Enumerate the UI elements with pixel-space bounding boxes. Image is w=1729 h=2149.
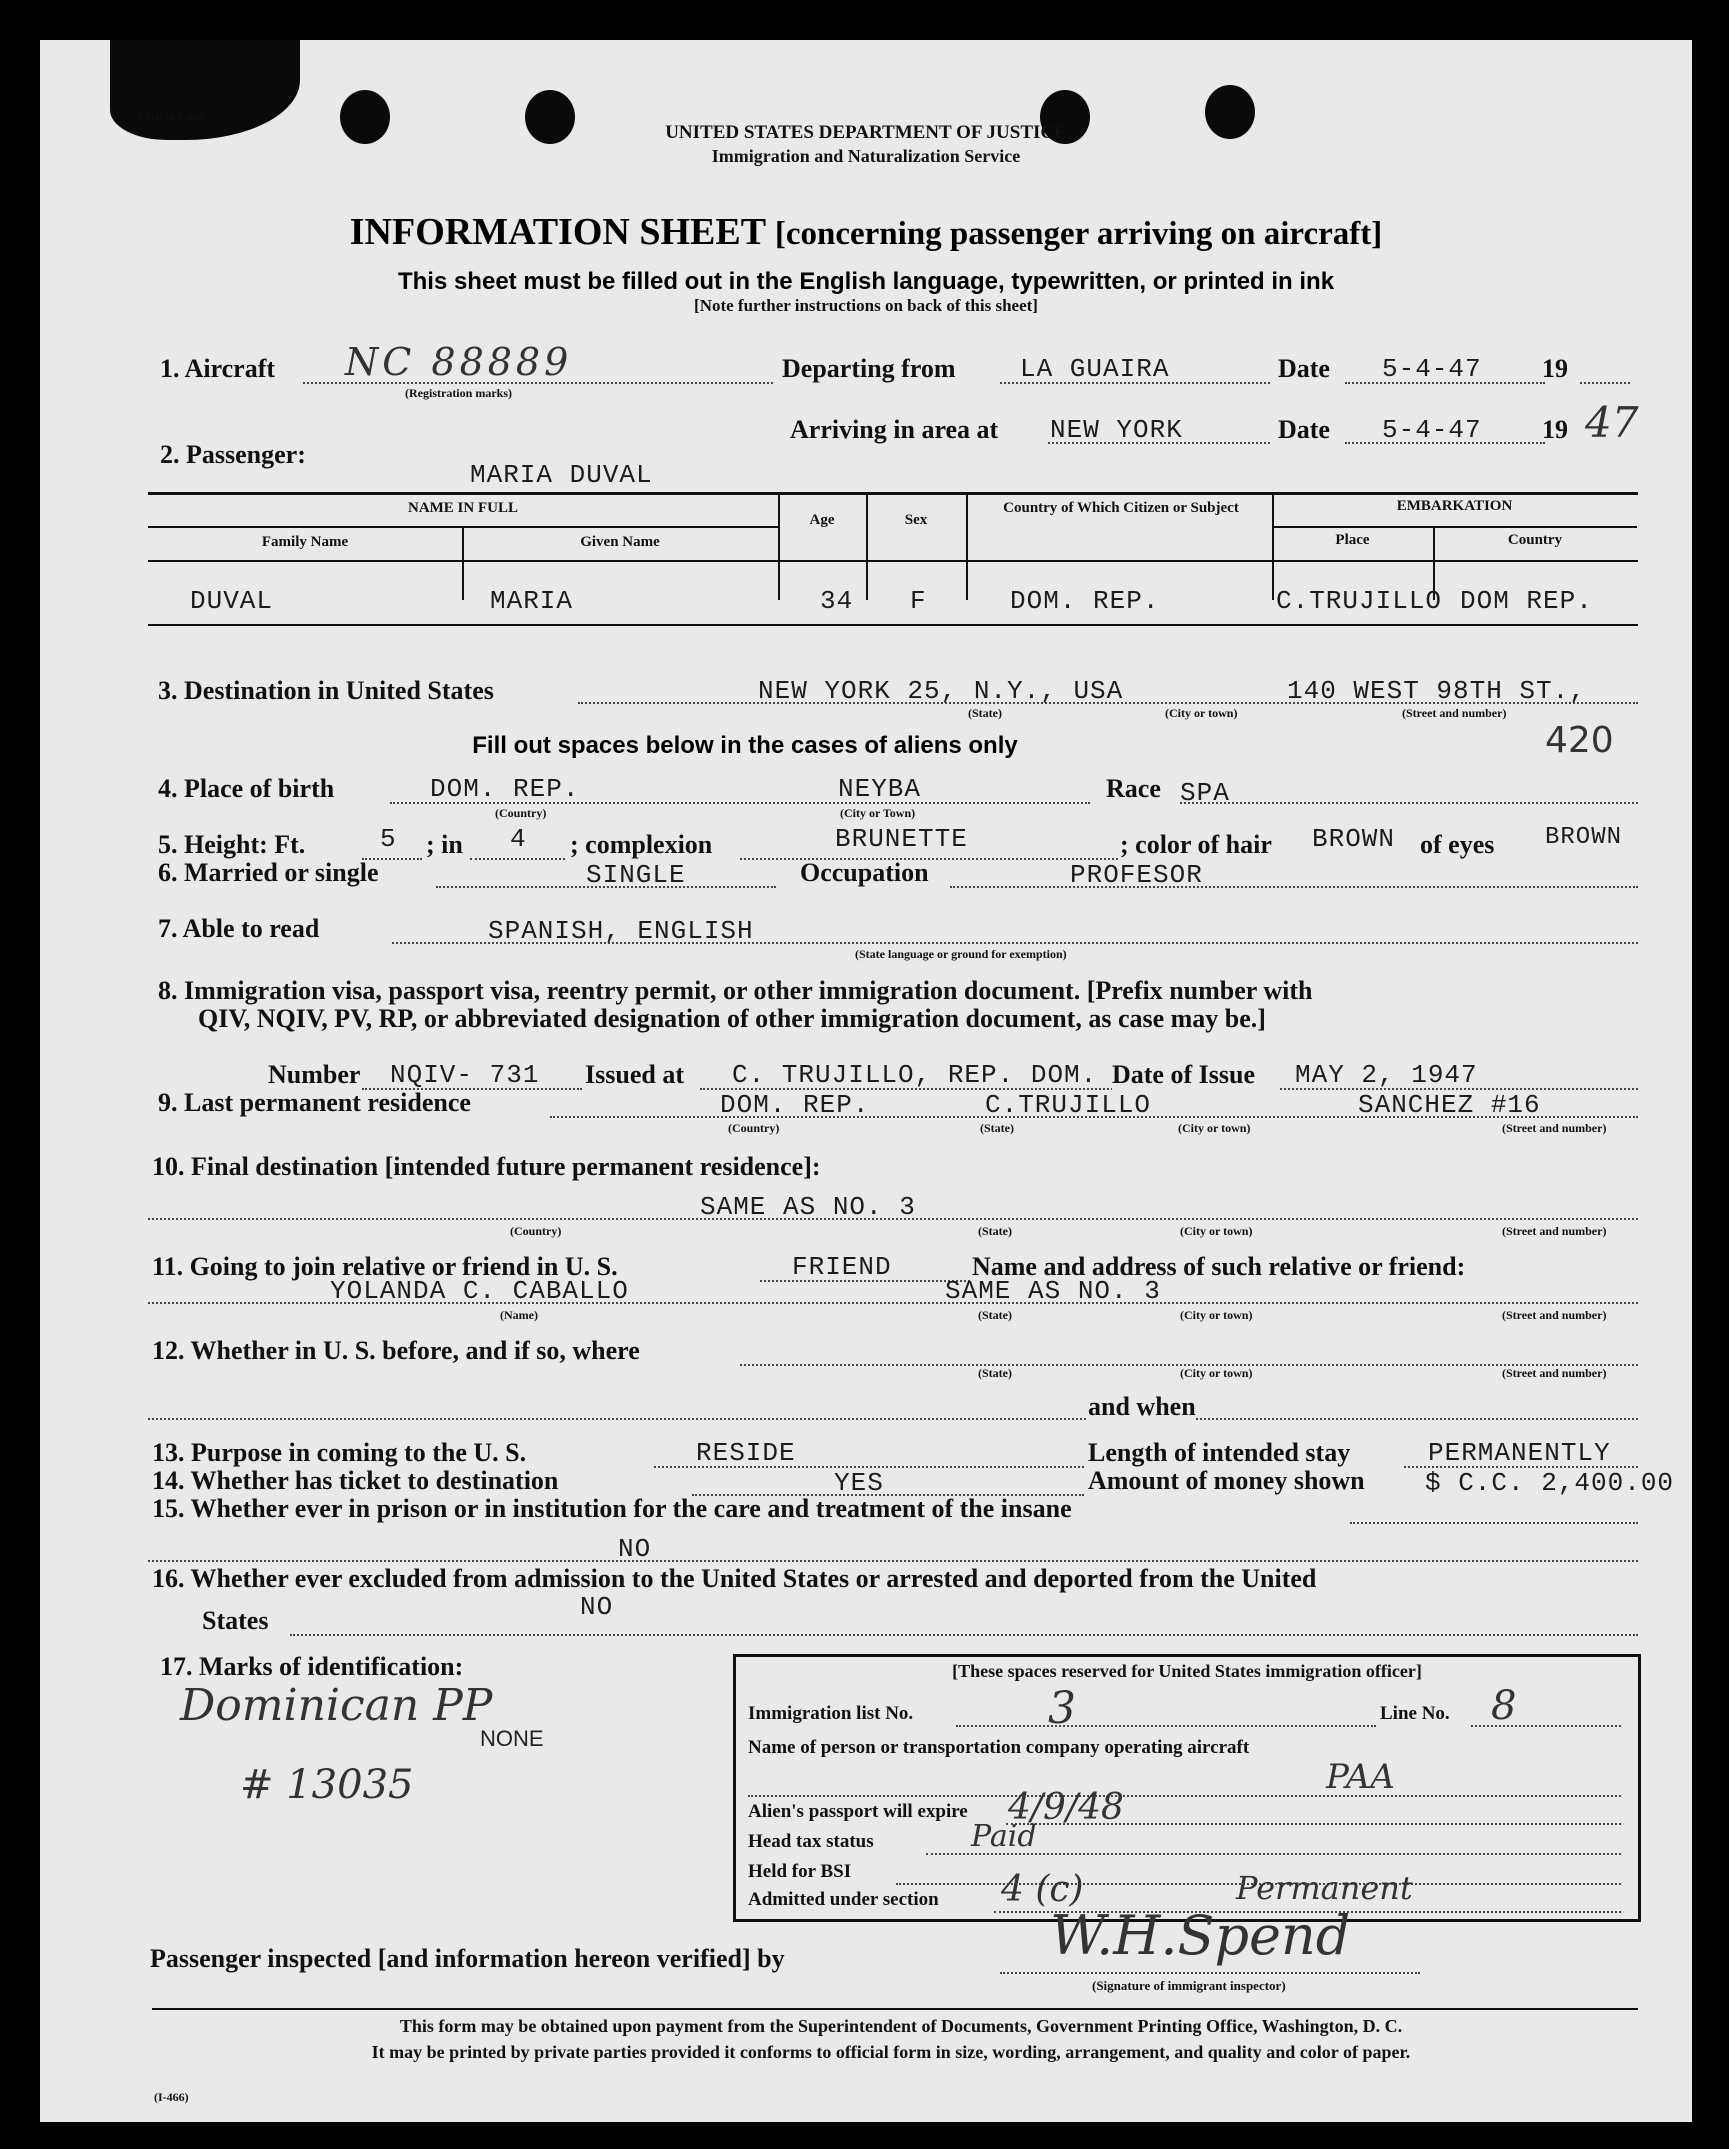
table-top-rule	[148, 492, 1638, 495]
arrive-year-prefix: 19	[1542, 415, 1568, 444]
complexion-line	[740, 858, 1118, 860]
table-subhead-rule-right	[1272, 526, 1637, 528]
identification-handwriting-2: # 13035	[240, 1762, 414, 1808]
footer-line-1: This form may be obtained upon payment from the Superintendent of Documents, Government Printing Office, Washington, D. C.	[399, 2016, 1403, 2036]
departing-value[interactable]: LA GUAIRA	[1020, 354, 1170, 384]
inspector-signature[interactable]: W.H.Spend	[1050, 1904, 1351, 1967]
ticket-value[interactable]: YES	[834, 1468, 884, 1498]
prison-answer-line	[148, 1560, 1638, 1562]
race-label: Race	[1106, 774, 1161, 803]
final-country-caption: (Country)	[510, 1224, 562, 1238]
relative-address-value[interactable]: SAME AS NO. 3	[945, 1276, 1161, 1306]
page-title	[40, 210, 1692, 254]
arrive-year-value[interactable]: 47	[1585, 398, 1639, 447]
complexion-value[interactable]: BRUNETTE	[835, 824, 968, 854]
table-bottom-rule	[148, 624, 1638, 626]
occupation-line	[950, 886, 1638, 888]
final-street-caption: (Street and number)	[1502, 1224, 1607, 1238]
cell-embark-place[interactable]: C.TRUJILLO	[1276, 586, 1443, 616]
birth-city-value[interactable]: NEYBA	[838, 774, 922, 804]
eyes-label: of eyes	[1420, 830, 1495, 859]
cell-family-name[interactable]: DUVAL	[190, 586, 274, 616]
ticket-label: 14. Whether has ticket to destination	[152, 1466, 559, 1495]
passport-expire-label: Alien's passport will expire	[748, 1801, 968, 1822]
prison-value[interactable]: NO	[618, 1534, 652, 1564]
th-embark-place: Place	[1335, 532, 1370, 548]
final-city-caption: (City or town)	[1180, 1224, 1253, 1238]
and-when-label: and when	[1088, 1392, 1196, 1421]
depart-year-prefix: 19	[1542, 354, 1568, 383]
last-residence-country-caption: (Country)	[728, 1121, 780, 1135]
cell-age[interactable]: 34	[820, 586, 854, 616]
birth-city-caption: (City or Town)	[840, 806, 916, 820]
title-sub: [concerning passenger arriving on aircraft]	[774, 216, 1383, 252]
arrive-date-value[interactable]: 5-4-47	[1382, 415, 1482, 445]
service-name: Immigration and Naturalization Service	[711, 146, 1021, 166]
final-destination-label: 10. Final destination [intended future permanent residence]:	[152, 1152, 821, 1181]
officer-box	[733, 1654, 1641, 1922]
purpose-value[interactable]: RESIDE	[696, 1438, 796, 1468]
table-divider-sex	[866, 493, 868, 600]
identification-handwriting-1: Dominican PP	[180, 1680, 493, 1731]
table-subhead-rule-left	[148, 526, 778, 528]
passenger-label: 2. Passenger:	[160, 440, 306, 469]
destination-street[interactable]: 140 WEST 98TH ST.,	[1287, 676, 1586, 706]
final-destination-value[interactable]: SAME AS NO. 3	[700, 1192, 916, 1222]
race-field-line	[1180, 802, 1638, 804]
th-citizen: Country of Which Citizen or Subject	[1003, 500, 1239, 516]
last-residence-street-caption: (Street and number)	[1502, 1121, 1607, 1135]
last-residence-city-caption: (City or town)	[1178, 1121, 1251, 1135]
excluded-text-line1: 16. Whether ever excluded from admission to the United States or arrested and deported from the United	[152, 1564, 1317, 1593]
occupation-value[interactable]: PROFESOR	[1070, 860, 1203, 890]
hair-label: ; color of hair	[1120, 830, 1272, 859]
destination-city-caption: (City or town)	[1165, 706, 1238, 720]
aircraft-value[interactable]: NC 88889	[345, 340, 573, 384]
final-state-caption: (State)	[978, 1224, 1012, 1238]
purpose-label: 13. Purpose in coming to the U. S.	[152, 1438, 527, 1467]
head-tax-value[interactable]: Paid	[971, 1819, 1037, 1854]
cell-sex[interactable]: F	[910, 586, 927, 616]
table-divider-citizen	[966, 493, 968, 600]
excluded-text-line2: States	[202, 1606, 269, 1635]
relative-name-caption: (Name)	[500, 1308, 538, 1322]
birth-country-caption: (Country)	[495, 806, 547, 820]
excluded-line	[290, 1634, 1638, 1636]
prison-label: 15. Whether ever in prison or in institution for the care and treatment of the insane	[152, 1494, 1072, 1523]
prior-us-state-caption: (State)	[978, 1366, 1012, 1380]
depart-year-line	[1580, 382, 1630, 384]
relative-name-value[interactable]: YOLANDA C. CABALLO	[330, 1276, 629, 1306]
aircraft-label: 1. Aircraft	[160, 354, 276, 383]
height-in-label: ; in	[426, 830, 463, 859]
visa-date-value[interactable]: MAY 2, 1947	[1295, 1060, 1478, 1090]
th-family-name: Family Name	[261, 534, 349, 550]
identification-label: 17. Marks of identification:	[160, 1652, 464, 1681]
cell-citizen[interactable]: DOM. REP.	[1010, 586, 1160, 616]
arriving-value[interactable]: NEW YORK	[1050, 415, 1183, 445]
occupation-label: Occupation	[800, 858, 929, 887]
inspection-line	[1000, 1972, 1420, 1974]
last-residence-state-caption: (State)	[980, 1121, 1014, 1135]
passenger-full-name[interactable]: MARIA DUVAL	[470, 460, 653, 490]
information-sheet-document	[40, 40, 1692, 2122]
marital-value[interactable]: SINGLE	[586, 860, 686, 890]
money-value[interactable]: $ C.C. 2,400.00	[1425, 1468, 1675, 1498]
birth-country-value[interactable]: DOM. REP.	[430, 774, 580, 804]
instruction-note: [Note further instructions on back of this sheet]	[694, 296, 1038, 315]
last-residence-street[interactable]: SANCHEZ #16	[1358, 1090, 1541, 1120]
relative-street-caption: (Street and number)	[1502, 1308, 1607, 1322]
registration-caption: (Registration marks)	[405, 386, 512, 400]
visa-text-line2: QIV, NQIV, PV, RP, or abbreviated designation of other immigration document, as case may be.]	[198, 1004, 1266, 1033]
destination-state-caption: (State)	[968, 706, 1002, 720]
prison-line	[1350, 1522, 1638, 1524]
annotation-420: 420	[1545, 720, 1614, 761]
th-given-name: Given Name	[580, 534, 660, 550]
bsi-label: Held for BSI	[748, 1861, 852, 1882]
relative-name-address-label: Name and address of such relative or friend:	[972, 1252, 1466, 1281]
money-label: Amount of money shown	[1088, 1466, 1365, 1495]
prior-us-street-caption: (Street and number)	[1502, 1366, 1607, 1380]
immigration-list-value[interactable]: 3	[1048, 1683, 1076, 1734]
admitted-section-label: Admitted under section	[748, 1889, 939, 1910]
last-residence-country[interactable]: DOM. REP.	[720, 1090, 870, 1120]
footer-rule	[152, 2008, 1638, 2010]
relative-city-caption: (City or town)	[1180, 1308, 1253, 1322]
visa-text-line1: 8. Immigration visa, passport visa, reentry permit, or other immigration document. [Prefix number with	[158, 976, 1313, 1005]
line-no-label: Line No.	[1380, 1703, 1450, 1724]
destination-label: 3. Destination in United States	[158, 676, 494, 705]
prior-us-when-line	[148, 1418, 1638, 1420]
inspection-label: Passenger inspected [and information hereon verified] by	[150, 1944, 785, 1973]
cell-given-name[interactable]: MARIA	[490, 586, 574, 616]
relative-value[interactable]: FRIEND	[792, 1252, 892, 1282]
arriving-label: Arriving in area at	[790, 415, 999, 444]
birthplace-label: 4. Place of birth	[158, 774, 335, 803]
marital-label: 6. Married or single	[158, 858, 379, 887]
head-tax-label: Head tax status	[748, 1831, 874, 1852]
th-embark-country: Country	[1507, 532, 1563, 548]
height-in-line	[470, 858, 565, 860]
footer-form-code: (I-466)	[154, 2090, 189, 2104]
admitted-section-note[interactable]: Permanent	[1236, 1869, 1413, 1907]
immigration-list-label: Immigration list No.	[748, 1703, 914, 1724]
form-number: FORM I-466	[138, 110, 205, 124]
inspection-caption: (Signature of immigrant inspector)	[1092, 1978, 1286, 1993]
departing-label: Departing from	[782, 354, 956, 383]
table-divider-age	[778, 493, 780, 600]
race-value[interactable]: SPA	[1180, 778, 1230, 808]
read-label: 7. Able to read	[158, 914, 320, 943]
th-sex: Sex	[904, 512, 928, 528]
footer-line-2: It may be printed by private parties provided it conforms to official form in size, wording, arrangement, and quality and color of paper.	[371, 2042, 1411, 2062]
excluded-value[interactable]: NO	[580, 1592, 614, 1622]
passport-expire-value[interactable]: 4/9/48	[1008, 1787, 1124, 1828]
th-name-in-full: NAME IN FULL	[407, 500, 518, 516]
read-caption: (State language or ground for exemption)	[855, 947, 1067, 961]
aliens-only-heading: Fill out spaces below in the cases of aliens only	[472, 732, 1018, 759]
visa-issued-value[interactable]: C. TRUJILLO, REP. DOM.	[732, 1060, 1098, 1090]
height-in-value[interactable]: 4	[510, 824, 527, 854]
cell-embark-country[interactable]: DOM REP.	[1460, 586, 1593, 616]
instruction-text: This sheet must be filled out in the English language, typewritten, or printed in ink	[397, 268, 1335, 295]
admitted-section-value[interactable]: 4 (c)	[1001, 1869, 1084, 1910]
th-embarkation: EMBARKATION	[1396, 498, 1513, 514]
last-residence-state[interactable]: C.TRUJILLO	[985, 1090, 1152, 1120]
visa-number-value[interactable]: NQIV- 731	[390, 1060, 540, 1090]
relative-state-caption: (State)	[978, 1308, 1012, 1322]
identification-value[interactable]: NONE	[480, 1726, 544, 1751]
operator-label: Name of person or transportation company operating aircraft	[748, 1737, 1250, 1758]
read-value[interactable]: SPANISH, ENGLISH	[488, 916, 754, 946]
officer-box-heading: [These spaces reserved for United States immigration officer]	[952, 1661, 1422, 1681]
immigration-list-line	[956, 1725, 1376, 1727]
relative-label: 11. Going to join relative or friend in U. S.	[152, 1252, 618, 1281]
table-header-bottom-rule	[148, 560, 1638, 562]
prior-us-label: 12. Whether in U. S. before, and if so, where	[152, 1336, 640, 1365]
depart-date-label: Date	[1278, 354, 1330, 383]
th-age: Age	[809, 512, 835, 528]
operator-line	[748, 1795, 1621, 1797]
depart-date-value[interactable]: 5-4-47	[1382, 354, 1482, 384]
destination-value[interactable]: NEW YORK 25, N.Y., USA	[758, 676, 1124, 706]
department-name: UNITED STATES DEPARTMENT OF JUSTICE	[665, 122, 1067, 143]
arrive-date-label: Date	[1278, 415, 1330, 444]
title-main: INFORMATION SHEET	[349, 211, 766, 253]
hair-value[interactable]: BROWN	[1312, 824, 1396, 854]
eyes-value[interactable]: BROWN	[1545, 824, 1623, 851]
stay-label: Length of intended stay	[1088, 1438, 1351, 1467]
operator-value[interactable]: PAA	[1326, 1757, 1395, 1797]
last-residence-label: 9. Last permanent residence	[158, 1088, 471, 1117]
destination-street-caption: (Street and number)	[1402, 706, 1507, 720]
stay-value[interactable]: PERMANENTLY	[1428, 1438, 1611, 1468]
complexion-label: ; complexion	[570, 830, 713, 859]
line-no-value[interactable]: 8	[1491, 1683, 1517, 1729]
height-ft-label: 5. Height: Ft.	[158, 830, 306, 859]
height-ft-value[interactable]: 5	[380, 824, 397, 854]
visa-number-label: Number	[268, 1060, 361, 1089]
visa-date-label: Date of Issue	[1112, 1060, 1255, 1089]
prior-us-city-caption: (City or town)	[1180, 1366, 1253, 1380]
visa-issued-label: Issued at	[585, 1060, 684, 1089]
